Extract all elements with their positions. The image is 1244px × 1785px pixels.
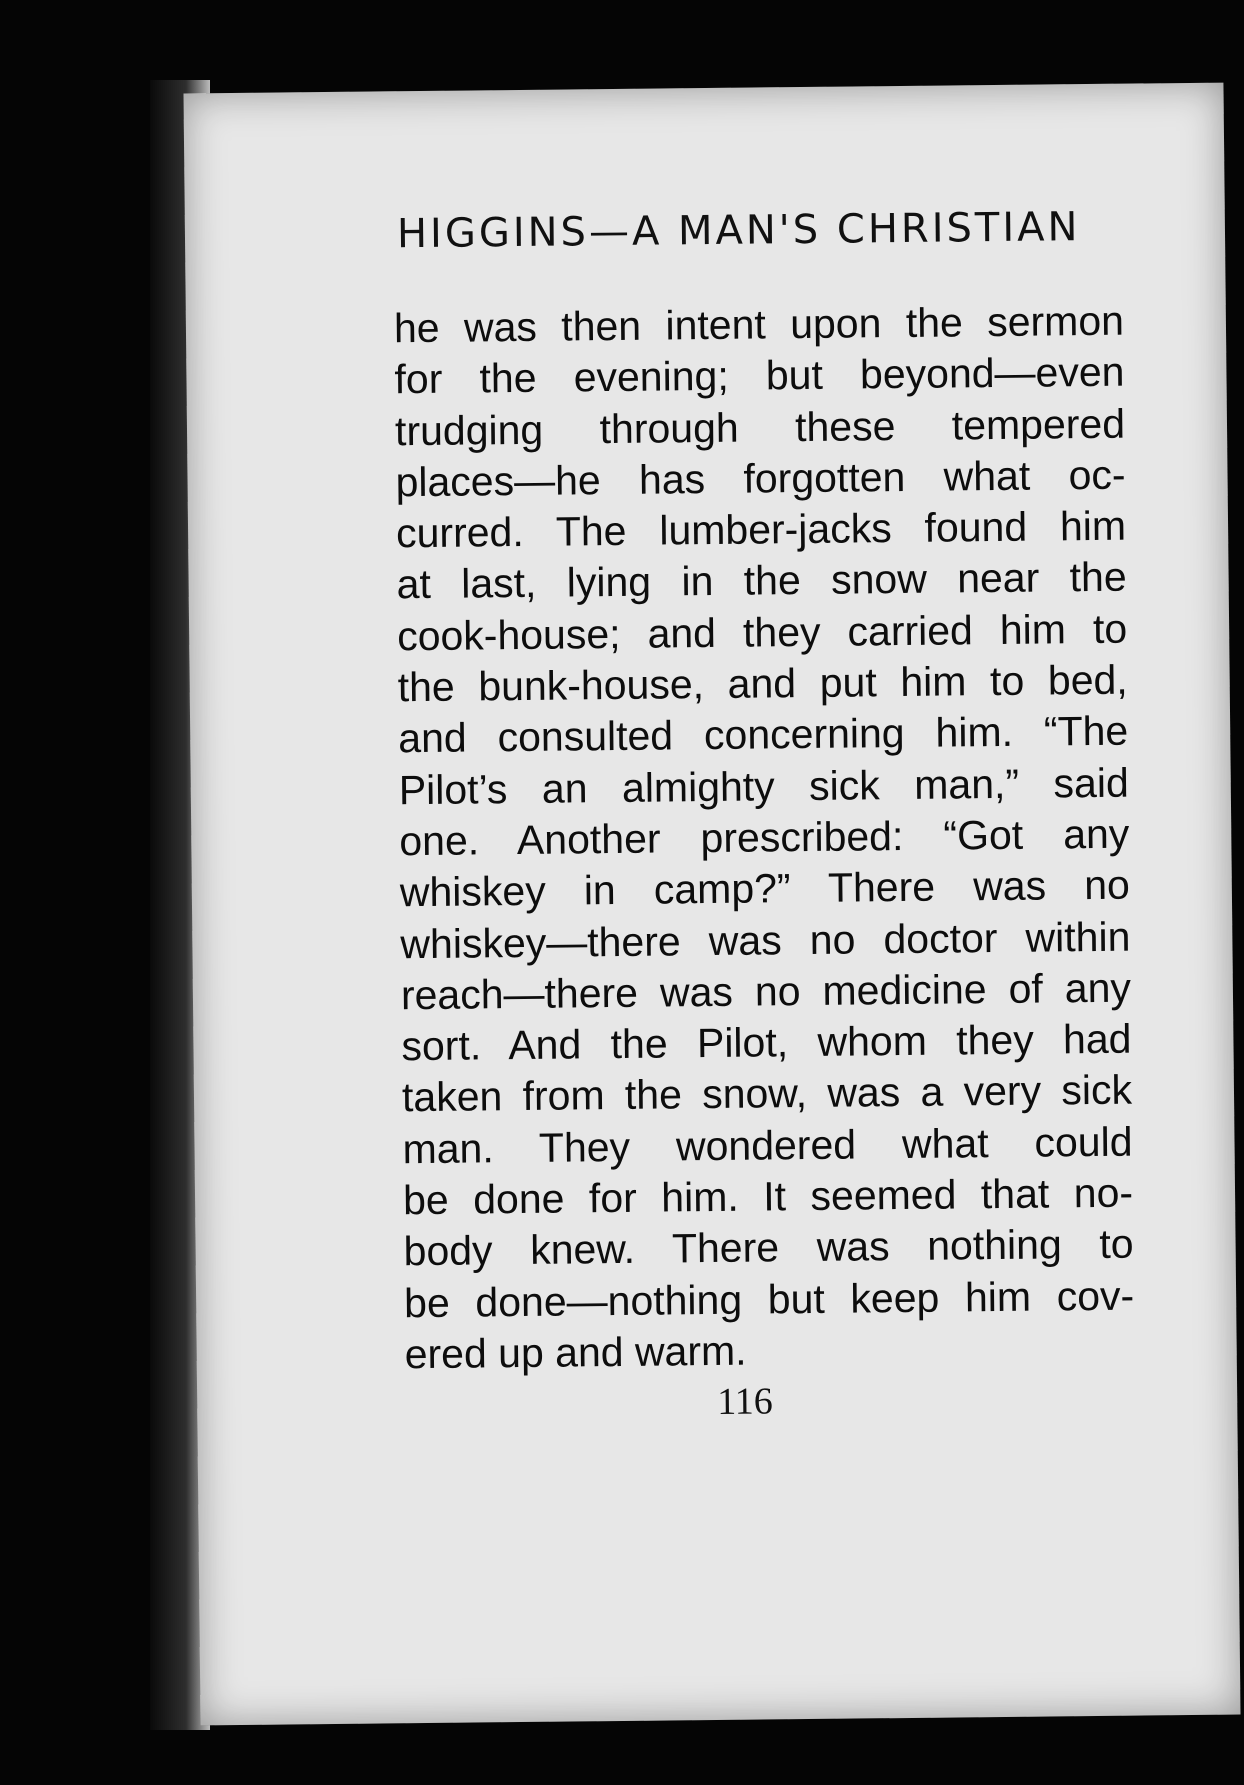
text-line: he was then intent upon the sermon: [393, 297, 1125, 352]
text-line: reach—there was no medicine of any: [400, 964, 1132, 1019]
text-line: one. Another prescribed: “Got any: [399, 810, 1130, 865]
text-line: at last, lying in the snow near the: [396, 554, 1127, 608]
text-line: man. They wondered what could: [402, 1118, 1133, 1173]
text-line: for the evening; but beyond—even: [394, 348, 1125, 403]
text-line: whiskey in camp?” There was no: [399, 861, 1131, 916]
text-line: curred. The lumber-jacks found him: [395, 502, 1127, 557]
page-number: 116: [716, 1380, 774, 1423]
book-page: [183, 83, 1240, 1726]
text-line: sort. And the Pilot, whom they had: [401, 1015, 1132, 1070]
text-line: whiskey—there was no doctor within: [400, 913, 1131, 967]
text-line: ered up and warm.: [404, 1327, 747, 1378]
text-line: body knew. There was nothing to: [403, 1220, 1134, 1275]
text-line: cook-house; and they carried him to: [396, 605, 1128, 660]
text-line: trudging through these tempered: [394, 400, 1126, 454]
text-line: taken from the snow, was a very sick: [401, 1067, 1133, 1121]
body-text: [394, 296, 1135, 1381]
running-head: HIGGINS—A MAN'S CHRISTIAN: [396, 204, 1081, 258]
text-line: the bunk-house, and put him to bed,: [397, 656, 1128, 711]
text-line: Pilot’s an almighty sick man,” said: [398, 759, 1129, 813]
text-line: and consulted concerning him. “The: [398, 708, 1129, 762]
text-line: places—he has forgotten what oc-: [395, 451, 1126, 506]
text-line: be done—nothing but keep him cov-: [403, 1272, 1135, 1326]
text-line: be done for him. It seemed that no-: [402, 1169, 1134, 1224]
